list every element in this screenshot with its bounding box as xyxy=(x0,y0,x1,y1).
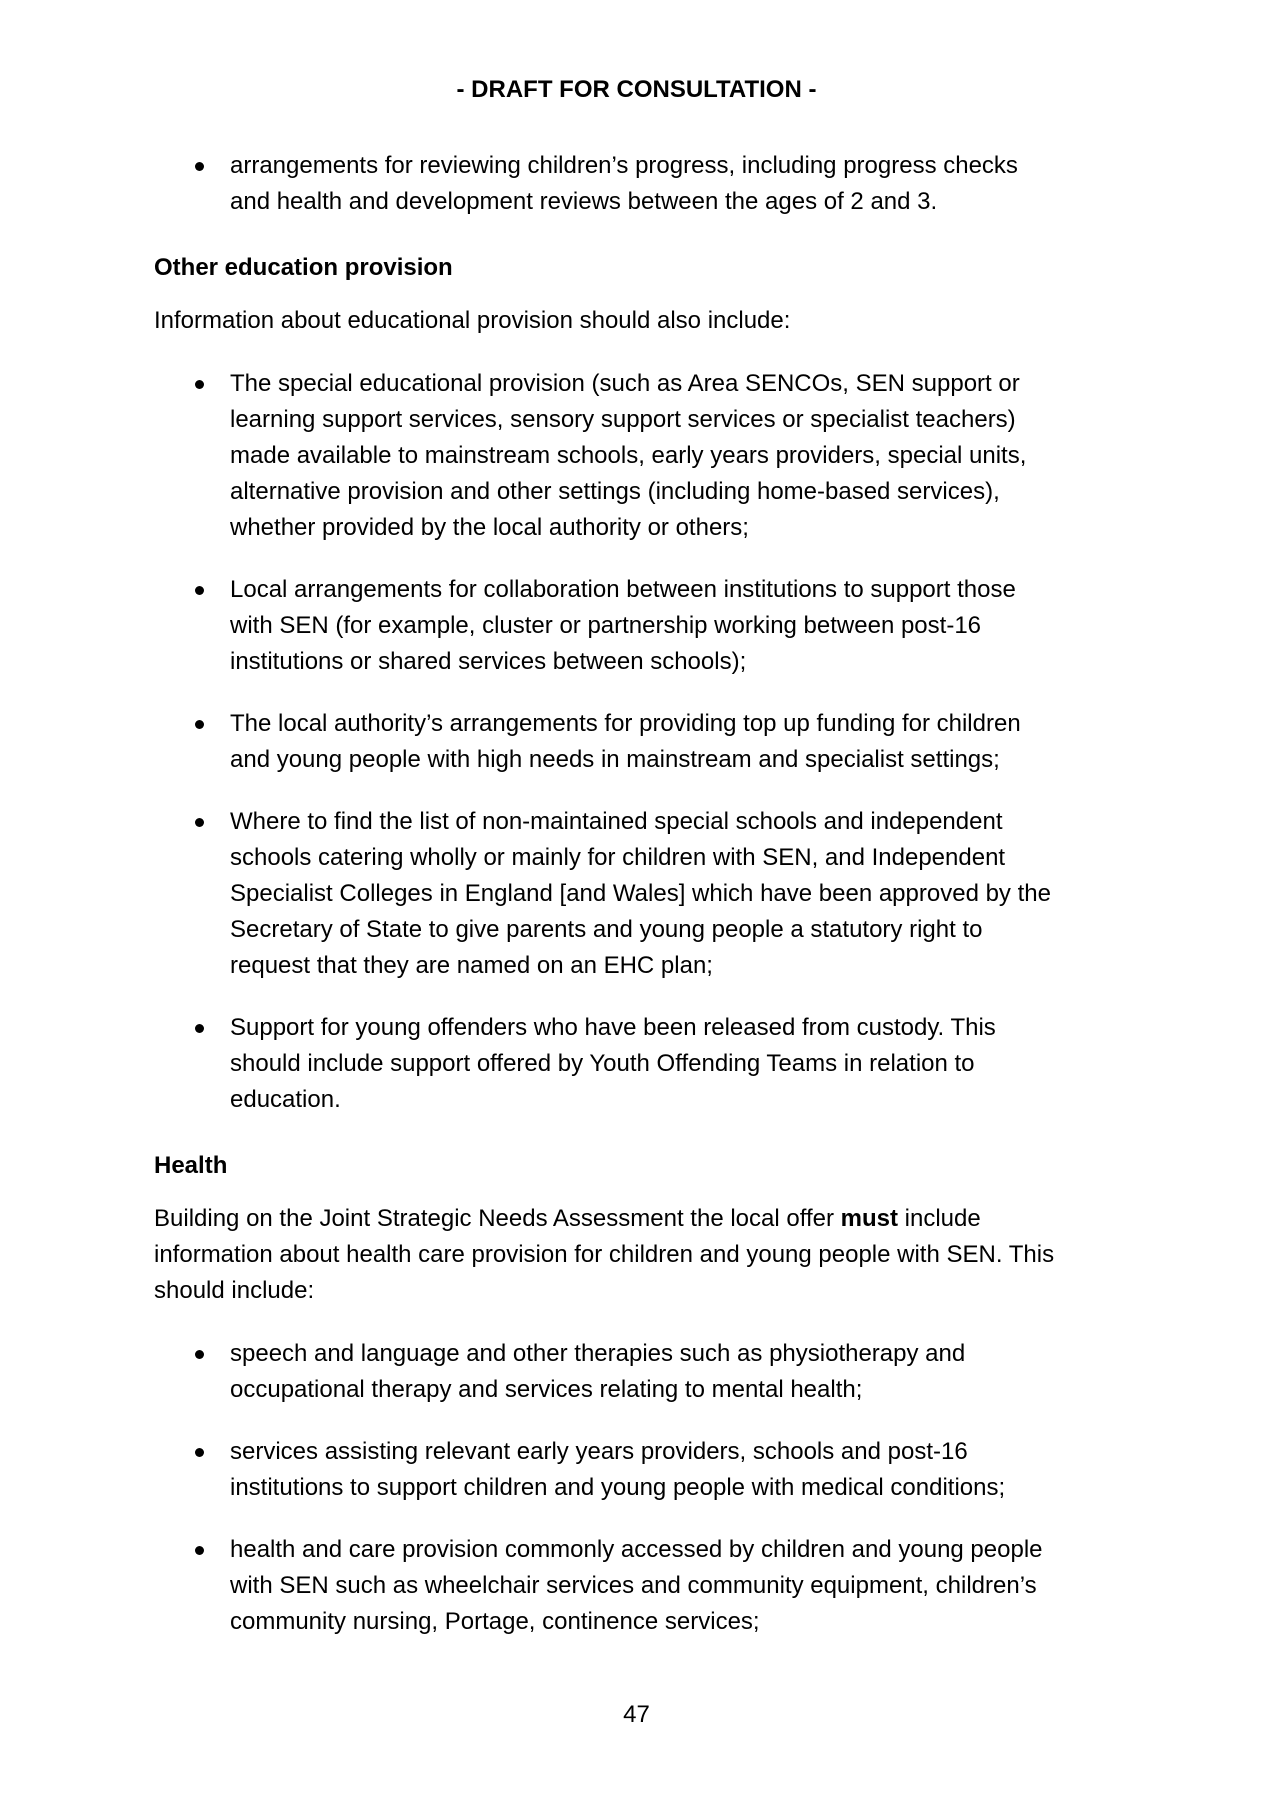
list-item-line: Secretary of State to give parents and young people a statutory right to xyxy=(230,916,983,943)
spacer xyxy=(154,220,1134,250)
bullet-icon xyxy=(195,586,204,595)
sections-container xyxy=(154,220,1134,1640)
paragraph-line xyxy=(154,1273,1134,1309)
bullet-icon xyxy=(195,818,204,827)
bullet-icon xyxy=(195,1024,204,1033)
list-item-line: The local authority’s arrangements for providing top up funding for children xyxy=(230,710,1021,737)
list-item-line: alternative provision and other settings (including home-based services), xyxy=(230,478,1000,505)
list-item xyxy=(154,148,1134,220)
paragraph-text: Information about educational provision should also include: xyxy=(154,307,791,334)
page-content xyxy=(154,148,1134,1640)
list-item-line: Specialist Colleges in England [and Wales] which have been approved by the xyxy=(230,880,1051,907)
list-item-line: Support for young offenders who have been released from custody. This xyxy=(230,1014,996,1041)
draft-banner: - DRAFT FOR CONSULTATION - xyxy=(456,76,817,103)
list-item-line: arrangements for reviewing children’s progress, including progress checks xyxy=(230,152,1018,179)
spacer xyxy=(154,1309,1134,1336)
intro-bullet-list xyxy=(154,148,1134,220)
list-item xyxy=(154,1532,1134,1640)
paragraph-text: include xyxy=(897,1205,981,1232)
section-heading: Other education provision xyxy=(154,254,453,281)
bullet-icon xyxy=(195,1350,204,1359)
paragraph-line xyxy=(154,1201,1134,1237)
list-item-line: institutions to support children and young people with medical conditions; xyxy=(230,1474,1006,1501)
list-item-line: schools catering wholly or mainly for children with SEN, and Independent xyxy=(230,844,1006,871)
bullet-icon xyxy=(195,1448,204,1457)
spacer xyxy=(154,339,1134,366)
list-item-line: made available to mainstream schools, early years providers, special units, xyxy=(230,442,1027,469)
list-item-line: Where to find the list of non-maintained special schools and independent xyxy=(230,808,1003,835)
list-item-line: and health and development reviews between the ages of 2 and 3. xyxy=(230,188,938,215)
list-item xyxy=(154,366,1134,546)
list-item-line: The special educational provision (such as Area SENCOs, SEN support or xyxy=(230,370,1020,397)
list-item-line: services assisting relevant early years providers, schools and post-16 xyxy=(230,1438,968,1465)
list-item xyxy=(154,804,1134,984)
list-item-line: community nursing, Portage, continence services; xyxy=(230,1608,760,1635)
section-paragraph xyxy=(154,303,1134,339)
list-item-line: should include support offered by Youth Offending Teams in relation to xyxy=(230,1050,975,1077)
list-item-line: health and care provision commonly accessed by children and young people xyxy=(230,1536,1043,1563)
list-item-line: and young people with high needs in mainstream and specialist settings; xyxy=(230,746,1000,773)
list-item xyxy=(154,1336,1134,1408)
paragraph-text: should include: xyxy=(154,1277,315,1304)
paragraph-text: information about health care provision for children and young people with SEN. This xyxy=(154,1241,1055,1268)
paragraph-text: Building on the Joint Strategic Needs Assessment the local offer xyxy=(154,1205,841,1232)
emphasis-text: must xyxy=(840,1205,898,1232)
paragraph-line xyxy=(154,303,1134,339)
bullet-icon xyxy=(195,720,204,729)
list-item-line: Local arrangements for collaboration between institutions to support those xyxy=(230,576,1016,603)
section-bullet-list xyxy=(154,1336,1134,1640)
list-item-line: education. xyxy=(230,1086,341,1113)
paragraph-line xyxy=(154,1237,1134,1273)
section-bullet-list xyxy=(154,366,1134,1118)
list-item-line: request that they are named on an EHC plan; xyxy=(230,952,713,979)
list-item-line: whether provided by the local authority or others; xyxy=(230,514,749,541)
spacer xyxy=(154,1118,1134,1148)
list-item-line: learning support services, sensory support services or specialist teachers) xyxy=(230,406,1016,433)
bullet-icon xyxy=(195,380,204,389)
list-item xyxy=(154,706,1134,778)
list-item xyxy=(154,572,1134,680)
list-item-line: institutions or shared services between schools); xyxy=(230,648,747,675)
spacer xyxy=(154,1184,1134,1201)
list-item-line: with SEN such as wheelchair services and community equipment, children’s xyxy=(230,1572,1037,1599)
bullet-icon xyxy=(195,162,204,171)
section-heading: Health xyxy=(154,1152,228,1179)
list-item xyxy=(154,1434,1134,1506)
spacer xyxy=(154,286,1134,303)
list-item xyxy=(154,1010,1134,1118)
section-paragraph xyxy=(154,1201,1134,1309)
list-item-line: occupational therapy and services relating to mental health; xyxy=(230,1376,863,1403)
list-item-line: speech and language and other therapies such as physiotherapy and xyxy=(230,1340,966,1367)
bullet-icon xyxy=(195,1546,204,1555)
page-number: 47 xyxy=(623,1701,650,1728)
list-item-line: with SEN (for example, cluster or partnership working between post-16 xyxy=(230,612,982,639)
